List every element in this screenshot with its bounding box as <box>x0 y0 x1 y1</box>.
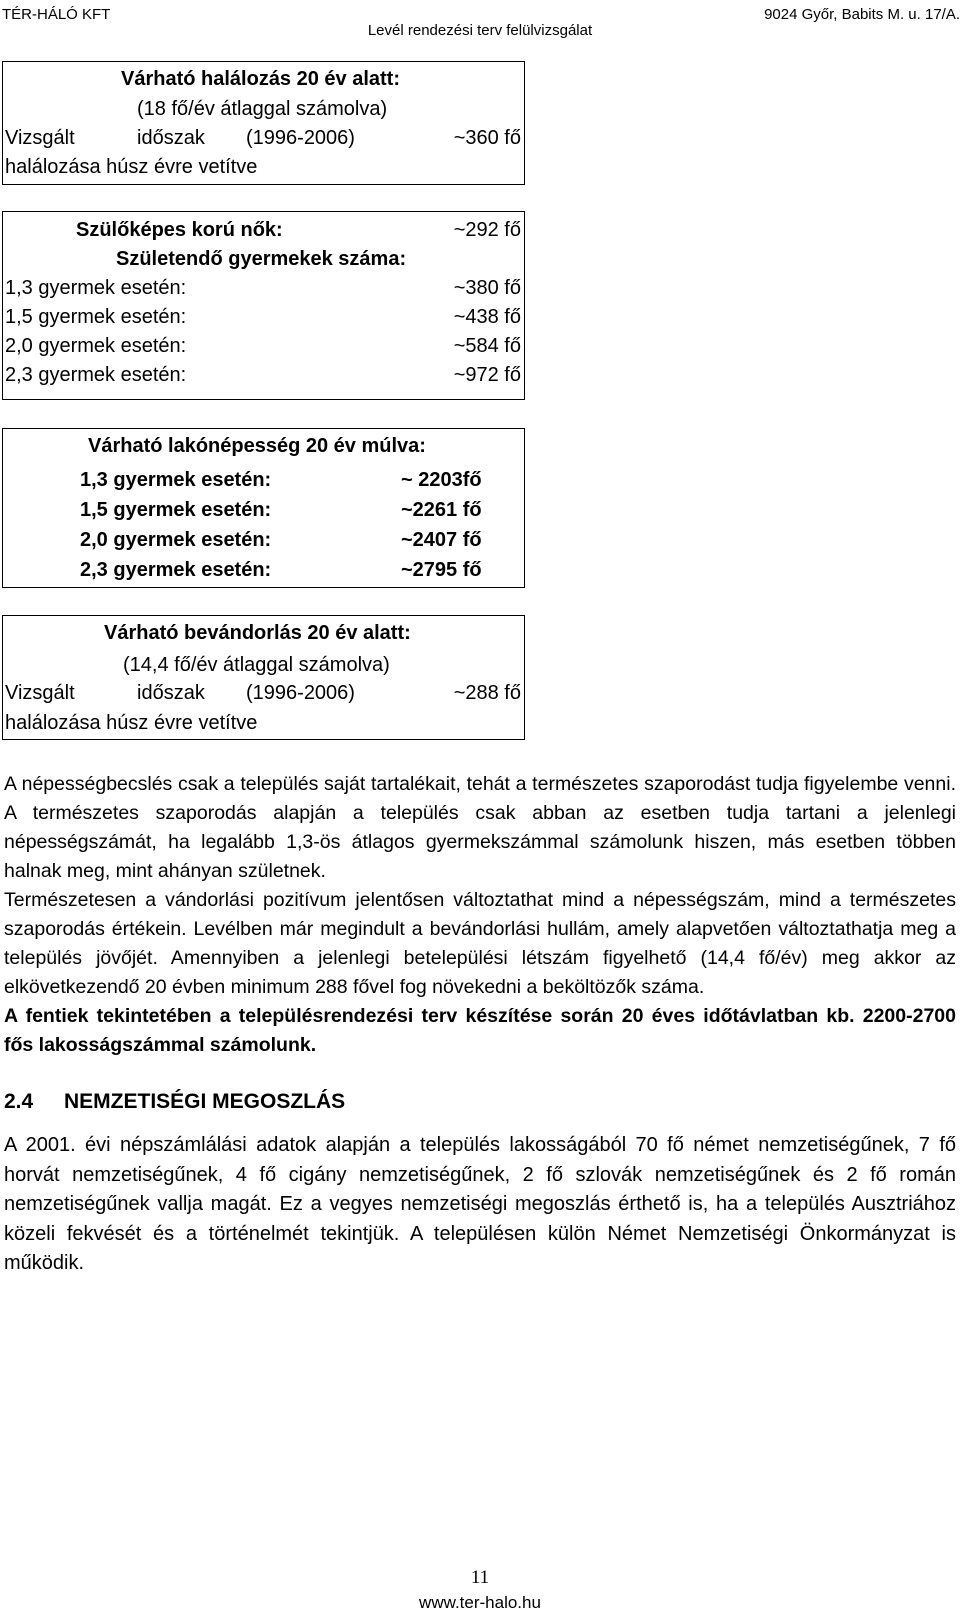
mortality-word-3: (1996-2006) <box>246 127 355 149</box>
page-header <box>0 0 960 40</box>
immigration-title: Várható bevándorlás 20 év alatt: <box>104 622 411 644</box>
immigration-value: ~288 fő <box>453 682 521 704</box>
population-row-label: 2,0 gyermek esetén: <box>80 529 272 551</box>
immigration-line-2: halálozása húsz évre vetítve <box>5 712 258 734</box>
mortality-line-2: halálozása húsz évre vetítve <box>5 156 258 178</box>
mortality-title: Várható halálozás 20 év alatt: <box>121 68 401 90</box>
births-row-label: 2,0 gyermek esetén: <box>5 335 187 357</box>
population-row-label: 2,3 gyermek esetén: <box>80 559 272 581</box>
population-row-value: ~2795 fő <box>401 559 482 581</box>
births-row-value: ~972 fő <box>453 364 521 386</box>
births-row-value: ~584 fő <box>453 335 521 357</box>
population-row-value: ~2261 fő <box>401 499 482 521</box>
women-label: Szülőképes korú nők: <box>76 219 283 241</box>
page-number: 11 <box>470 1567 490 1588</box>
births-row-label: 2,3 gyermek esetén: <box>5 364 187 386</box>
population-title: Várható lakónépesség 20 év múlva: <box>88 435 426 457</box>
body-text <box>4 770 956 1060</box>
paragraph-population-estimate: A népességbecslés csak a település saját tartalékait, tehát a természetes szaporodást tudja figyelembe venni. A természetes szaporodás alapján a település csak abban az esetben tudja tartani a jelenlegi népességszámát, ha legalább 1,3-ös átlagos gyermekszámmal számolunk hiszen, más esetben többen halnak meg, mint ahányan születnek. <box>4 773 956 882</box>
women-value: ~292 fő <box>453 219 521 241</box>
mortality-value: ~360 fő <box>453 127 521 149</box>
births-row-value: ~380 fő <box>453 277 521 299</box>
immigration-word-1: Vizsgált <box>5 682 75 704</box>
population-row-label: 1,3 gyermek esetén: <box>80 469 272 491</box>
section-number: 2.4 <box>4 1090 34 1113</box>
mortality-box <box>2 61 525 185</box>
section-title: NEMZETISÉGI MEGOSZLÁS <box>64 1090 346 1113</box>
births-title: Születendő gyermekek száma: <box>116 248 407 270</box>
immigration-subtitle: (14,4 fő/év átlaggal számolva) <box>123 654 390 676</box>
paragraph-conclusion: A fentiek tekintetében a településrendezési terv készítése során 20 éves időtávlatban kb. 2200-2700 fős lakosságszámmal számolunk. <box>4 1005 956 1056</box>
population-box <box>2 428 525 588</box>
mortality-word-2: időszak <box>137 127 205 149</box>
births-row-label: 1,5 gyermek esetén: <box>5 306 187 328</box>
section-heading <box>4 1090 345 1114</box>
population-row-label: 1,5 gyermek esetén: <box>80 499 272 521</box>
immigration-word-2: időszak <box>137 682 205 704</box>
births-row-value: ~438 fő <box>453 306 521 328</box>
header-address: 9024 Győr, Babits M. u. 17/A. <box>764 6 960 23</box>
paragraph-nationality: A 2001. évi népszámlálási adatok alapján a település lakosságából 70 fő német nemzetiségűnek, 7 fő horvát nemzetiségűnek, 4 fő cigány nemzetiségűnek, 2 fő szlovák nemzetiségűnek és 2 fő román nemzetiségűnek vallja magát. Ez a vegyes nemzetiségi megoszlás érthető is, ha a település Ausztriához közeli fekvését és a történelmét tekintjük. A településen külön Német Nemzetiségi Önkormányzat is működik. <box>4 1134 956 1274</box>
mortality-word-1: Vizsgált <box>5 127 75 149</box>
population-row-value: ~2407 fő <box>401 529 482 551</box>
header-doc-title: Levél rendezési terv felülvizsgálat <box>367 22 593 39</box>
population-row-value: ~ 2203fő <box>401 469 482 491</box>
mortality-subtitle: (18 fő/év átlaggal számolva) <box>137 98 388 120</box>
footer-url: www.ter-halo.hu <box>419 1593 541 1612</box>
births-box <box>2 211 525 400</box>
births-row-label: 1,3 gyermek esetén: <box>5 277 187 299</box>
paragraph-migration: Természetesen a vándorlási pozitívum jelentősen változtathat mind a népességszám, mind a természetes szaporodás értékein. Levélben már megindult a bevándorlási hullám, amely alapvetően változtathatja meg a település jövőjét. Amennyiben a jelenlegi betelepülési létszám figyelhető (14,4 fő/év) meg akkor az elkövetkezendő 20 évben minimum 288 fővel fog növekedni a beköltözők száma. <box>4 889 956 998</box>
header-company: TÉR-HÁLÓ KFT <box>2 6 111 23</box>
immigration-word-3: (1996-2006) <box>246 682 355 704</box>
immigration-box <box>2 615 525 740</box>
